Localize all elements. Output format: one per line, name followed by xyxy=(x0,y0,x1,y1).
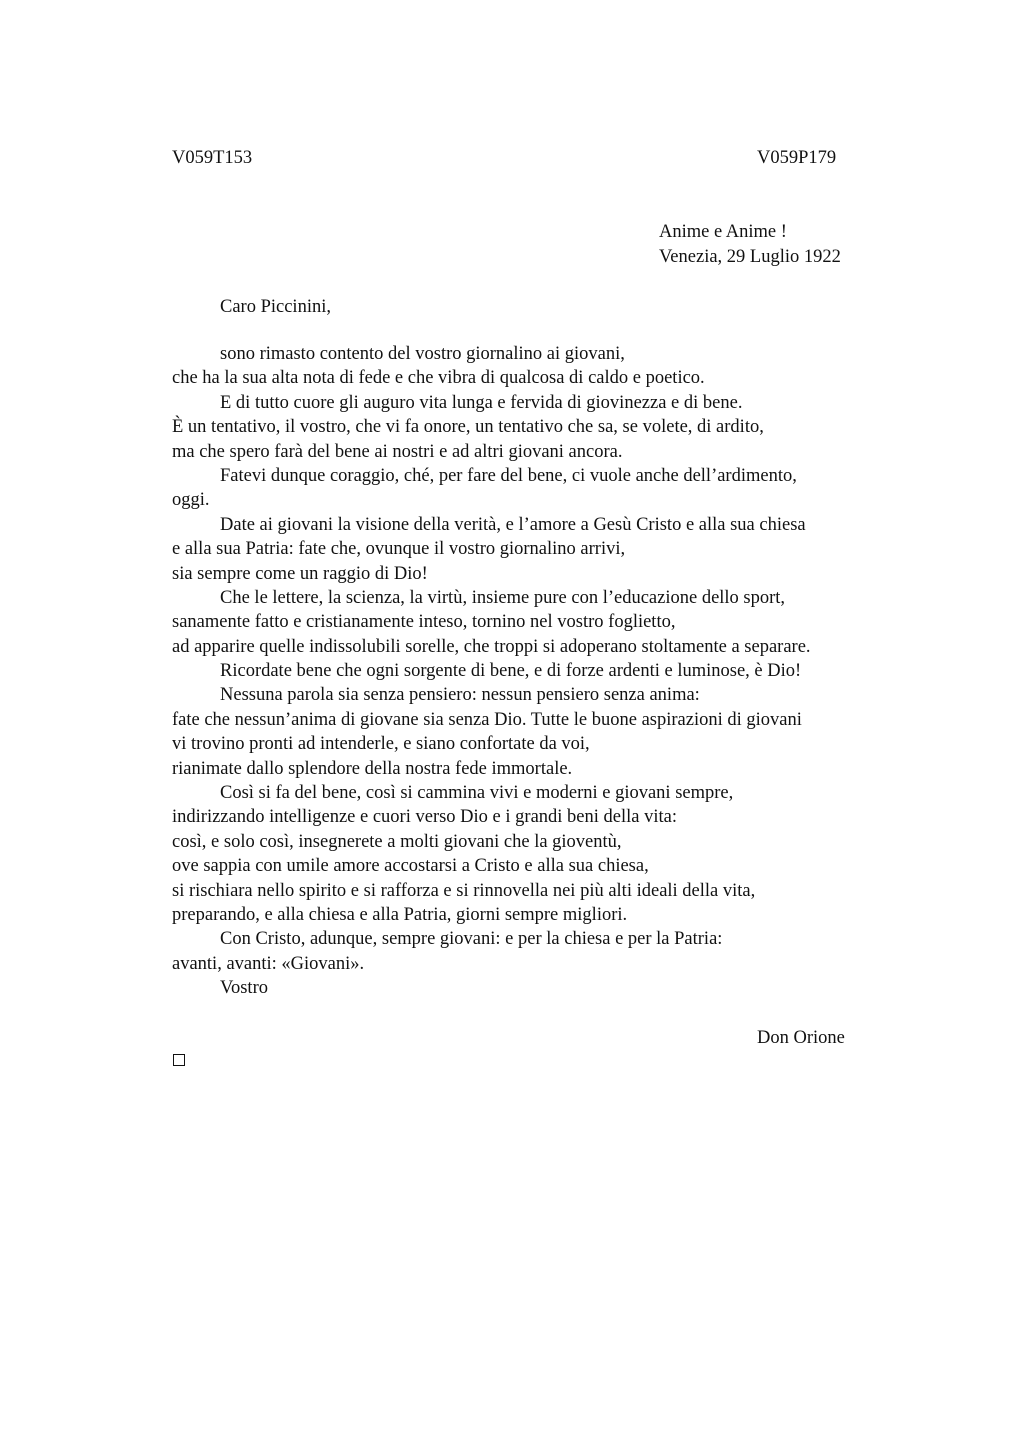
body-line: ma che spero farà del bene ai nostri e ad altri giovani ancora. xyxy=(172,441,623,462)
body-line: e alla sua Patria: fate che, ovunque il vostro giornalino arrivi, xyxy=(172,539,626,560)
body-line: ad apparire quelle indissolubili sorelle, che troppi si adoperano stoltamente a separare. xyxy=(172,636,811,657)
letter-heading xyxy=(659,220,841,269)
body-line: Date ai giovani la visione della verità, e l’amore a Gesù Cristo e alla sua chiesa xyxy=(220,514,806,535)
signature: Don Orione xyxy=(757,1028,845,1048)
body-line: Ricordate bene che ogni sorgente di bene, e di forze ardenti e luminose, è Dio! xyxy=(220,661,802,682)
end-of-document-box-icon xyxy=(173,1054,185,1066)
salutation: Caro Piccinini, xyxy=(220,297,331,317)
body-line: Che le lettere, la scienza, la virtù, insieme pure con l’educazione dello sport, xyxy=(220,587,786,608)
body-line: indirizzando intelligenze e cuori verso Dio e i grandi beni della vita: xyxy=(172,807,677,828)
body-line: avanti, avanti: «Giovani». xyxy=(172,953,365,974)
body-line: Così si fa del bene, così si cammina vivi e moderni e giovani sempre, xyxy=(220,783,734,804)
body-line: fate che nessun’anima di giovane sia senza Dio. Tutte le buone aspirazioni di giovani xyxy=(172,709,802,730)
document-code-left: V059T153 xyxy=(172,148,253,168)
body-line: così, e solo così, insegnerete a molti giovani che la gioventù, xyxy=(172,831,622,852)
body-line: vi trovino pronti ad intenderle, e siano confortate da voi, xyxy=(172,734,590,755)
body-line: Nessuna parola sia senza pensiero: nessun pensiero senza anima: xyxy=(220,685,700,706)
body-line: preparando, e alla chiesa e alla Patria, giorni sempre migliori. xyxy=(172,904,628,925)
closing-line: Vostro xyxy=(220,978,268,999)
body-line: oggi. xyxy=(172,490,210,511)
letter-title: Anime e Anime ! xyxy=(659,222,787,242)
body-line: si rischiara nello spirito e si rafforza e si rinnovella nei più alti ideali della vita, xyxy=(172,880,756,901)
document-code-right: V059P179 xyxy=(757,148,837,168)
body-line: Fatevi dunque coraggio, ché, per fare del bene, ci vuole anche dell’ardimento, xyxy=(220,465,797,486)
body-line: È un tentativo, il vostro, che vi fa onore, un tentativo che sa, se volete, di ardito, xyxy=(172,417,764,438)
body-line: Con Cristo, adunque, sempre giovani: e per la chiesa e per la Patria: xyxy=(220,929,723,950)
letter-body xyxy=(172,342,912,1001)
body-line: sono rimasto contento del vostro giornalino ai giovani, xyxy=(220,344,625,364)
body-line: rianimate dallo splendore della nostra fede immortale. xyxy=(172,758,573,779)
body-line: che ha la sua alta nota di fede e che vibra di qualcosa di caldo e poetico. xyxy=(172,368,705,389)
letter-place-date: Venezia, 29 Luglio 1922 xyxy=(659,246,841,267)
body-line: sia sempre come un raggio di Dio! xyxy=(172,563,428,584)
body-line: E di tutto cuore gli auguro vita lunga e fervida di giovinezza e di bene. xyxy=(220,392,743,413)
body-line: sanamente fatto e cristianamente inteso, tornino nel vostro foglietto, xyxy=(172,612,676,633)
body-line: ove sappia con umile amore accostarsi a Cristo e alla sua chiesa, xyxy=(172,856,649,877)
